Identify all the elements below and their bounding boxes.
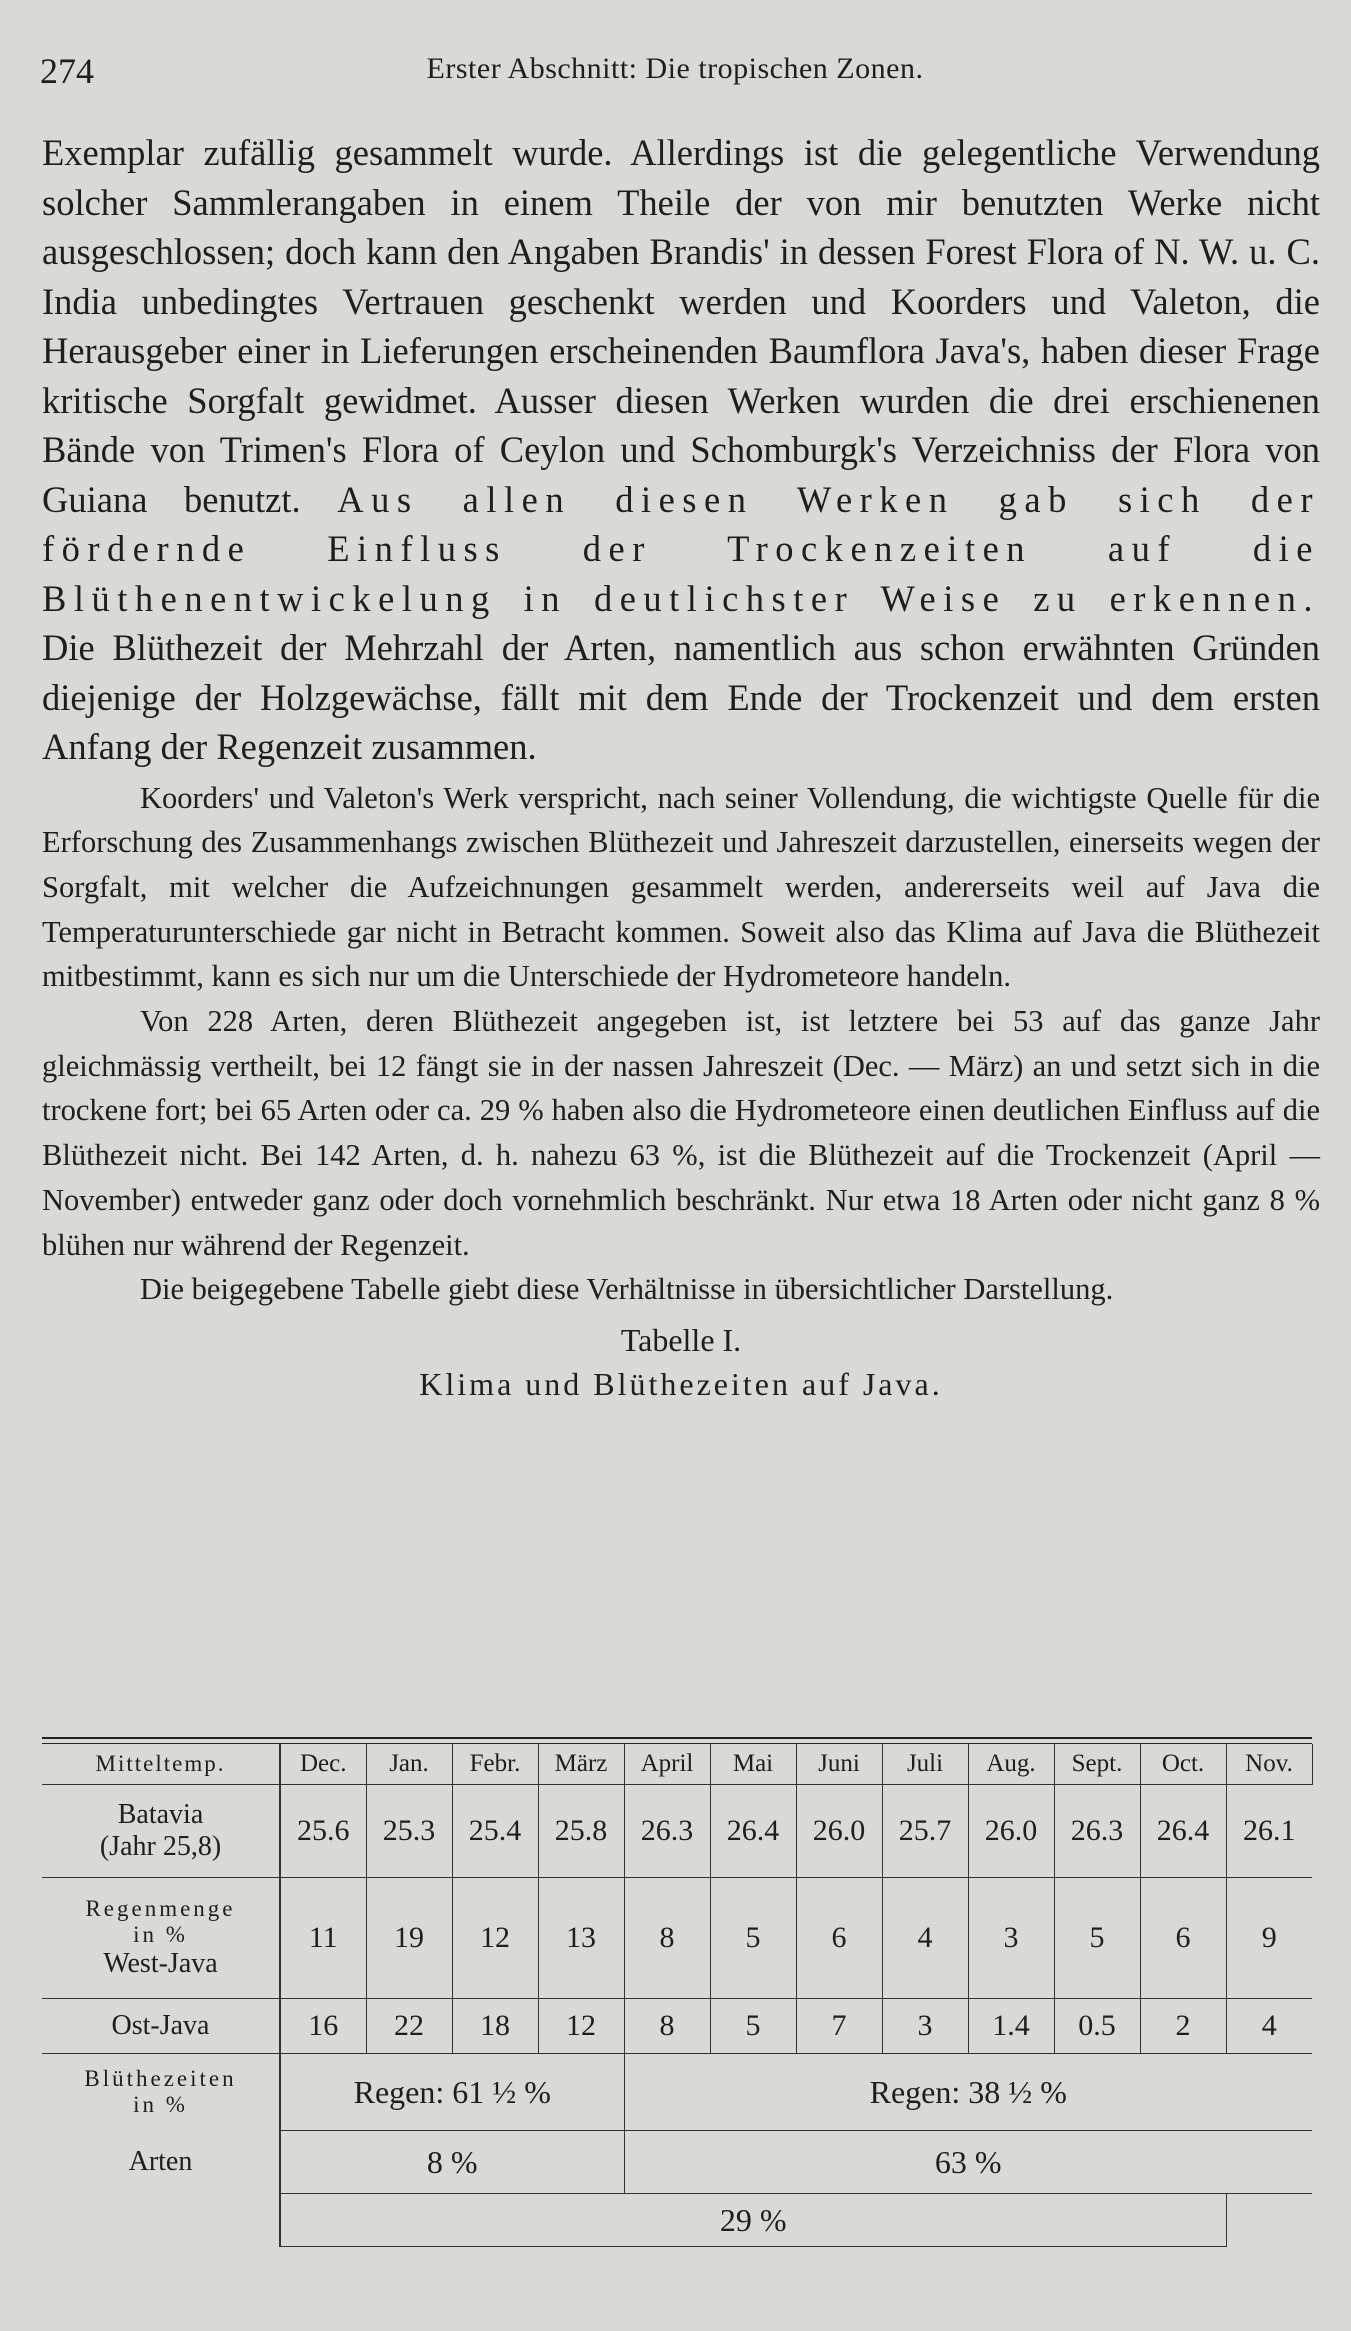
ost-java-cell: 18 [452,1999,538,2054]
ost-java-cell: 16 [280,1999,366,2054]
month-header: Juni [796,1744,882,1785]
batavia-cell: 25.6 [280,1785,366,1878]
ost-java-cell: 3 [882,1999,968,2054]
ost-java-cell: 22 [366,1999,452,2054]
month-header: Nov. [1226,1744,1312,1785]
west-java-label: West-Java [103,1948,218,1979]
header-row [42,1744,1312,1785]
batavia-row [42,1785,1312,1878]
month-header: Febr. [452,1744,538,1785]
batavia-label-line-2: (Jahr 25,8) [99,1831,222,1862]
month-header: Mai [710,1744,796,1785]
month-header: Aug. [968,1744,1054,1785]
regen-label-line-2: in % [133,1922,188,1947]
bluethe-regen-row [42,2054,1312,2131]
page-number: 274 [40,51,94,91]
table-caption-title: Klima und Blüthezeiten auf Java. [419,1365,943,1402]
batavia-label-line-1: Batavia [117,1799,204,1830]
month-header: Jan. [366,1744,452,1785]
ost-java-label: Ost-Java [42,1999,280,2054]
west-java-cell: 5 [710,1878,796,1999]
klima-table [42,1744,1313,2247]
batavia-cell: 26.0 [796,1785,882,1878]
west-java-cell: 9 [1226,1878,1312,1999]
west-java-cell: 12 [452,1878,538,1999]
ost-java-cell: 8 [624,1999,710,2054]
month-header: Dec. [280,1744,366,1785]
arten-row [42,2131,1312,2194]
page-header [40,50,1310,100]
batavia-cell: 25.4 [452,1785,538,1878]
ost-java-cell: 1.4 [968,1999,1054,2054]
month-header: Oct. [1140,1744,1226,1785]
west-java-cell: 19 [366,1878,452,1999]
west-java-cell: 4 [882,1878,968,1999]
running-head: Erster Abschnitt: Die tropischen Zonen. [426,52,924,85]
climate-table [42,1737,1312,2247]
table-caption-number: Tabelle I. [620,1321,742,1358]
batavia-cell: 25.3 [366,1785,452,1878]
paragraph-4: Die beigegebene Tabelle giebt diese Verhältnisse in übersichtlicher Darstellung. [140,1272,1114,1307]
ost-java-row [42,1999,1312,2054]
regen-dry-season: Regen: 38 ½ % [624,2054,1312,2131]
regen-wet-season: Regen: 61 ½ % [280,2054,624,2131]
batavia-cell: 25.7 [882,1785,968,1878]
batavia-cell: 26.0 [968,1785,1054,1878]
empty-label-cell [42,2194,280,2247]
month-header: April [624,1744,710,1785]
header-label: Mitteltemp. [42,1744,280,1785]
bluethe-label [42,2054,280,2131]
regen-label [42,1878,280,1999]
paragraph-1 [42,128,1320,772]
empty-cell [1226,2194,1312,2247]
month-header: März [538,1744,624,1785]
month-header: Sept. [1054,1744,1140,1785]
ost-java-cell: 4 [1226,1999,1312,2054]
paragraph-1-part-a: Exemplar zufällig gesammelt wurde. Allerdings ist die gelegentliche Verwendung solcher Sammlerangaben in einem Theile der von mir benutzten Werke nicht ausgeschlossen; doch kann den Angaben Brandis' in dessen Forest Flora of N. W. u. C. India unbedingtes Vertrauen geschenkt werden und Koorders und Valeton, die Herausgeber einer in Lieferungen erscheinenden Baumflora Java's, haben dieser Frage kritische Sorgfalt gewidmet. Ausser diesen Werken wurden die drei erschienenen Bände von Trimen's Flora of Ceylon und Schomburgk's Verzeichniss der Flora von Guiana benutzt. [42,132,1320,520]
west-java-cell: 6 [1140,1878,1226,1999]
batavia-cell: 26.4 [1140,1785,1226,1878]
west-java-cell: 11 [280,1878,366,1999]
batavia-cell: 26.4 [710,1785,796,1878]
arten-wet-season: 8 % [280,2131,624,2194]
ost-java-cell: 7 [796,1999,882,2054]
west-java-cell: 8 [624,1878,710,1999]
batavia-label [42,1785,280,1878]
paragraph-1-spaced-emphasis: Aus allen diesen Werken gab sich der fördernde Einfluss der Trockenzeiten auf die Blüthenentwickelung in deutlichster Weise zu erkennen. [42,478,1320,619]
ost-java-cell: 2 [1140,1999,1226,2054]
ost-java-cell: 5 [710,1999,796,2054]
ost-java-cell: 12 [538,1999,624,2054]
body-text [42,128,1320,1406]
arten-label: Arten [42,2131,280,2194]
west-java-cell: 13 [538,1878,624,1999]
west-java-cell: 5 [1054,1878,1140,1999]
west-java-row [42,1878,1312,1999]
ost-java-cell: 0.5 [1054,1999,1140,2054]
table-top-rule [42,1737,1312,1739]
batavia-cell: 26.3 [1054,1785,1140,1878]
bluethe-label-line-2: in % [133,2092,188,2118]
paragraph-2: Koorders' und Valeton's Werk verspricht, nach seiner Vollendung, die wichtigste Quelle für die Erforschung des Zusammenhangs zwischen Blüthezeit und Jahreszeit darzustellen, einerseits wegen der Sorgfalt, mit welcher die Aufzeichnungen gesammelt werden, andererseits weil auf Java die Temperaturunterschiede gar nicht in Betracht kommen. Soweit also das Klima auf Java die Blüthezeit mitbestimmt, kann es sich nur um die Unterschiede der Hydrometeore handeln. [42,780,1320,994]
batavia-cell: 26.3 [624,1785,710,1878]
paragraph-3: Von 228 Arten, deren Blüthezeit angegeben ist, ist letztere bei 53 auf das ganze Jahr gleichmässig vertheilt, bei 12 fängt sie in der nassen Jahreszeit (Dec. — März) an und setzt sich in die trockene fort; bei 65 Arten oder ca. 29 % haben also die Hydrometeore einen deutlichen Einfluss auf die Blüthezeit nicht. Bei 142 Arten, d. h. nahezu 63 %, ist die Blüthezeit auf die Trockenzeit (April — November) entweder ganz oder doch vornehmlich beschränkt. Nur etwa 18 Arten oder nicht ganz 8 % blühen nur während der Regenzeit. [42,1004,1320,1262]
batavia-cell: 25.8 [538,1785,624,1878]
west-java-cell: 3 [968,1878,1054,1999]
arten-all-year: 29 % [280,2194,1226,2247]
regen-label-line-1: Regenmenge [85,1896,236,1921]
west-java-cell: 6 [796,1878,882,1999]
paragraph-1-part-b: Die Blüthezeit der Mehrzahl der Arten, namentlich aus schon erwähnten Gründen diejenige der Holzgewächse, fällt mit dem Ende der Trockenzeit und dem ersten Anfang der Regenzeit zusammen. [42,627,1320,767]
month-header: Juli [882,1744,968,1785]
bluethe-label-line-1: Blüthezeiten [84,2066,237,2092]
arten-dry-season: 63 % [624,2131,1312,2194]
batavia-cell: 26.1 [1226,1785,1312,1878]
arten-all-year-row [42,2194,1312,2247]
